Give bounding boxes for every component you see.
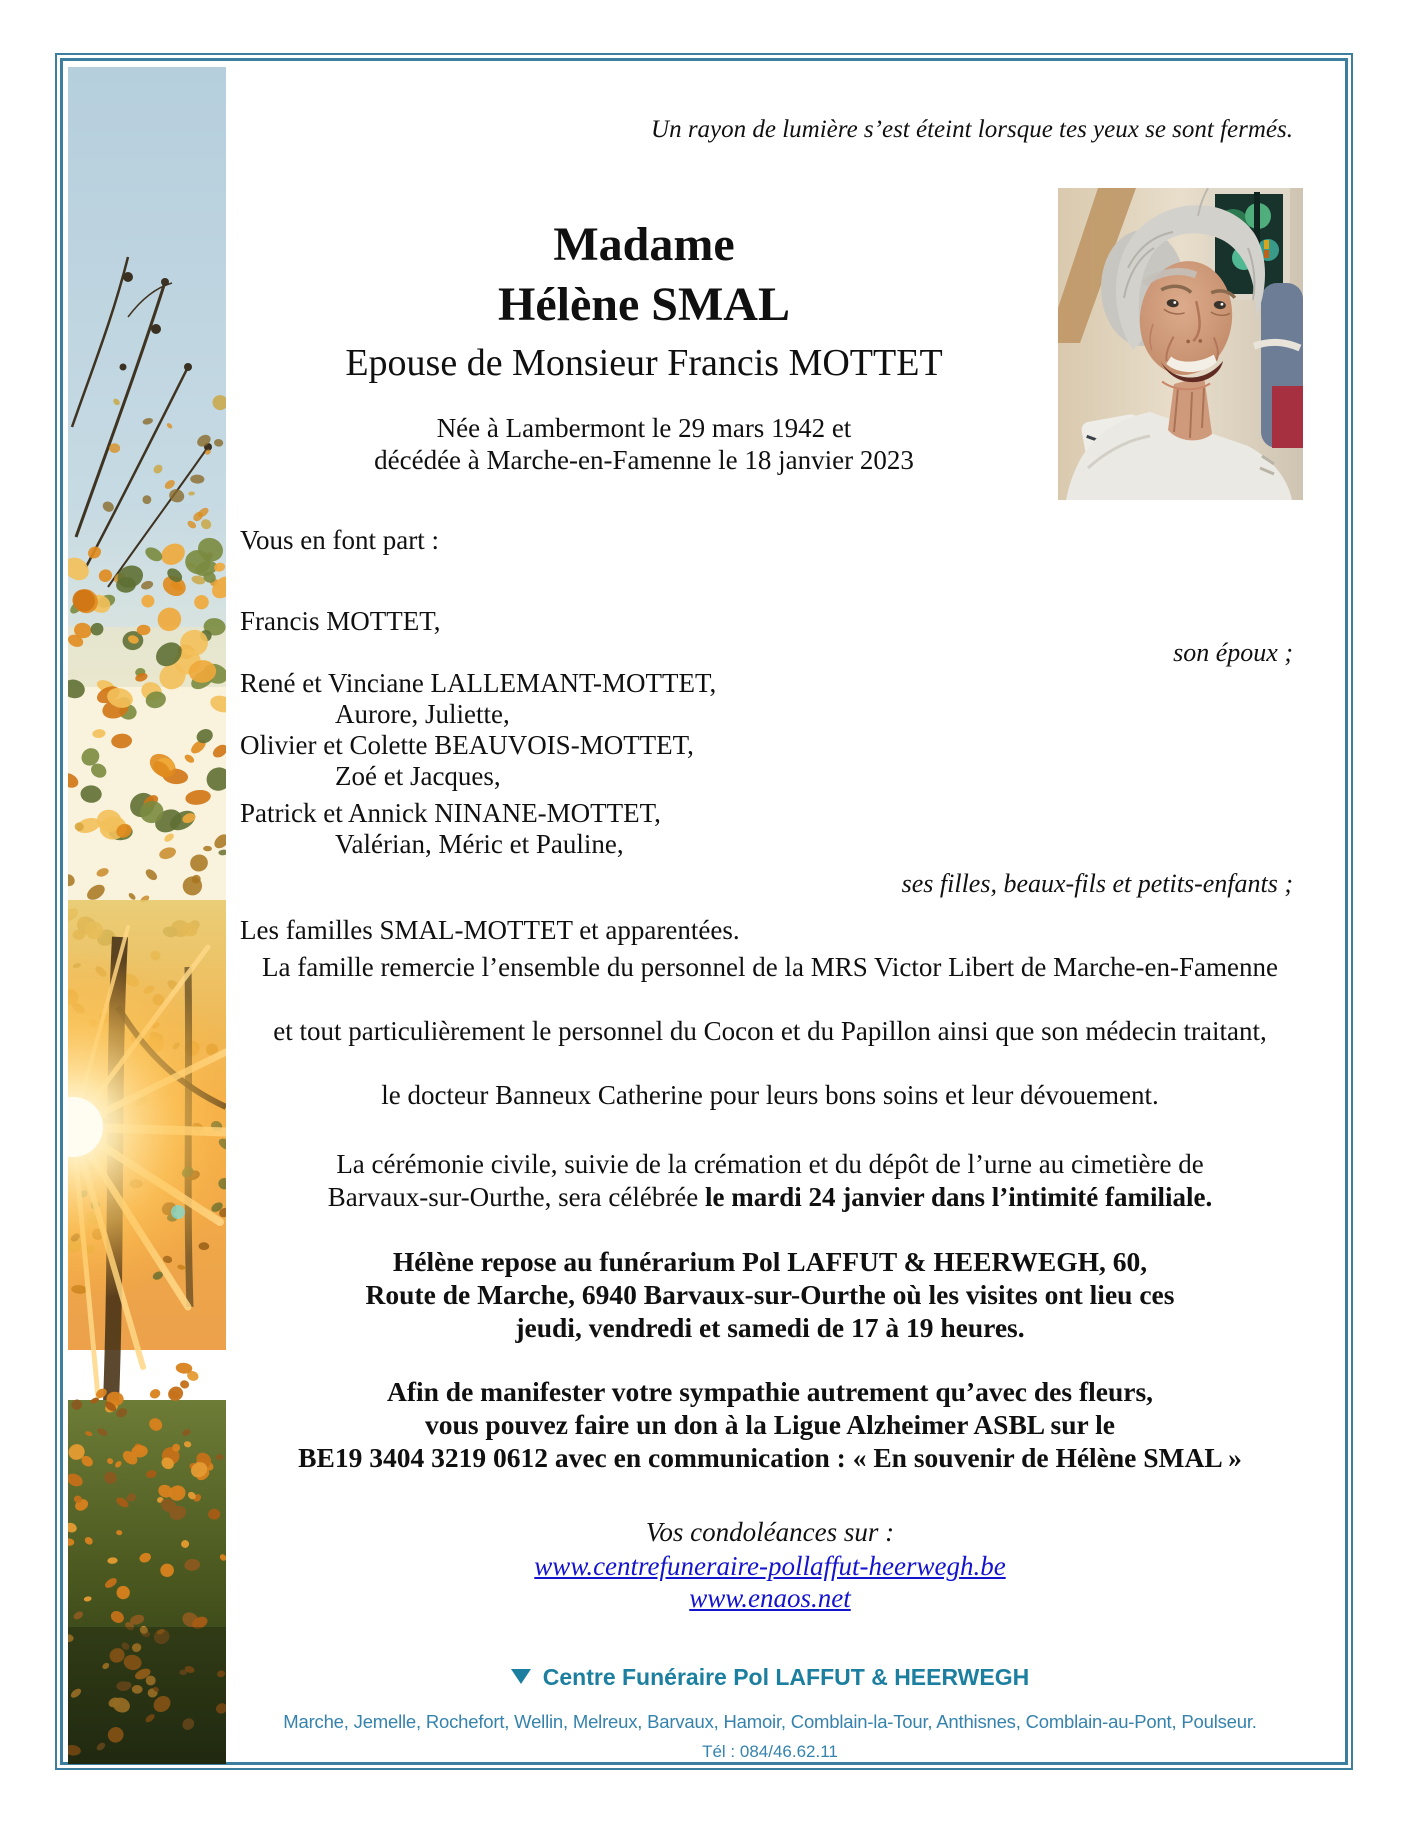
funerarium-line: Route de Marche, 6940 Barvaux-sur-Ourthe où les visites ont lieu ces	[365, 1279, 1175, 1310]
footer-phone: Tél : 084/46.62.11	[702, 1742, 838, 1761]
condolences-link-enaos[interactable]: www.enaos.net	[689, 1583, 851, 1613]
lens-flare	[171, 1205, 185, 1219]
condolences-label: Vos condoléances sur :	[645, 1517, 895, 1547]
donation-line: BE19 3404 3219 0612 avec en communication : « En souvenir de Hélène SMAL »	[298, 1442, 1242, 1473]
list-item-families: Les familles SMAL-MOTTET et apparentées.	[240, 915, 740, 945]
birth-line: Née à Lambermont le 29 mars 1942 et	[436, 413, 852, 443]
title-name: Hélène SMAL	[498, 278, 790, 331]
headings	[226, 215, 1062, 391]
list-item: Valérian, Méric et Pauline,	[335, 829, 624, 859]
autumn-photo-art	[68, 67, 226, 1764]
autumn-photo-strip	[68, 67, 226, 1764]
thanks-line: et tout particulièrement le personnel du Cocon et du Papillon ainsi que son médecin traitant,	[273, 1016, 1267, 1046]
footer-brand-label: Centre Funéraire Pol LAFFUT & HEERWEGH	[542, 1664, 1030, 1690]
title-madame: Madame	[553, 218, 735, 271]
subtitle-spouse: Epouse de Monsieur Francis MOTTET	[345, 342, 943, 384]
condolence-links	[247, 1550, 1293, 1614]
funerarium-line: Hélène repose au funérarium Pol LAFFUT & HEERWEGH, 60,	[392, 1246, 1148, 1277]
condolences-link-funeraire[interactable]: www.centrefuneraire-pollaffut-heerwegh.be	[534, 1551, 1006, 1581]
portrait-art	[1058, 188, 1303, 500]
family-list	[226, 606, 1293, 946]
triangle-down-icon	[511, 1669, 531, 1684]
ceremony-paragraph	[247, 1148, 1293, 1214]
epitaph-quote: Un rayon de lumière s’est éteint lorsque tes yeux se sont fermés.	[651, 116, 1293, 143]
list-item: Patrick et Annick NINANE-MOTTET,	[240, 798, 661, 828]
ceremony-line: La cérémonie civile, suivie de la crémation et du dépôt de l’urne au cimetière de	[336, 1149, 1204, 1179]
list-item-attribution: son époux ;	[1173, 638, 1293, 667]
list-item: Zoé et Jacques,	[335, 761, 501, 791]
list-item: Aurore, Juliette,	[335, 699, 510, 729]
funerarium-line: jeudi, vendredi et samedi de 17 à 19 heures.	[515, 1312, 1025, 1343]
death-line: décédée à Marche-en-Famenne le 18 janvier 2023	[374, 445, 914, 475]
list-item: René et Vinciane LALLEMANT-MOTTET,	[240, 668, 717, 698]
ceremony-date-bold: le mardi 24 janvier dans l’intimité familiale.	[705, 1182, 1213, 1212]
thanks-paragraph	[247, 935, 1293, 1127]
list-item: Olivier et Colette BEAUVOIS-MOTTET,	[240, 730, 694, 760]
ceremony-text: Barvaux-sur-Ourthe, sera célébrée	[327, 1182, 706, 1212]
donation-line: vous pouvez faire un don à la Ligue Alzheimer ASBL sur le	[425, 1409, 1115, 1440]
portrait-photo	[1058, 188, 1303, 500]
donation-paragraph	[247, 1375, 1293, 1474]
footer-brand	[247, 1663, 1293, 1691]
announcement-intro: Vous en font part :	[240, 525, 439, 555]
list-item: Francis MOTTET,	[240, 606, 441, 636]
birth-death-dates	[226, 412, 1062, 476]
ceremony-line	[247, 1181, 1293, 1214]
funerarium-paragraph	[247, 1245, 1293, 1344]
donation-line: Afin de manifester votre sympathie autrement qu’avec des fleurs,	[386, 1376, 1154, 1407]
thanks-line: La famille remercie l’ensemble du personnel de la MRS Victor Libert de Marche-en-Famenne	[262, 952, 1278, 982]
thanks-line: le docteur Banneux Catherine pour leurs bons soins et leur dévouement.	[381, 1080, 1159, 1110]
footer-cities: Marche, Jemelle, Rochefort, Wellin, Melreux, Barvaux, Hamoir, Comblain-la-Tour, Anthisnes, Comblain-au-Pont, Poulseur.	[283, 1711, 1257, 1732]
list-item-attribution: ses filles, beaux-fils et petits-enfants ;	[901, 869, 1293, 898]
